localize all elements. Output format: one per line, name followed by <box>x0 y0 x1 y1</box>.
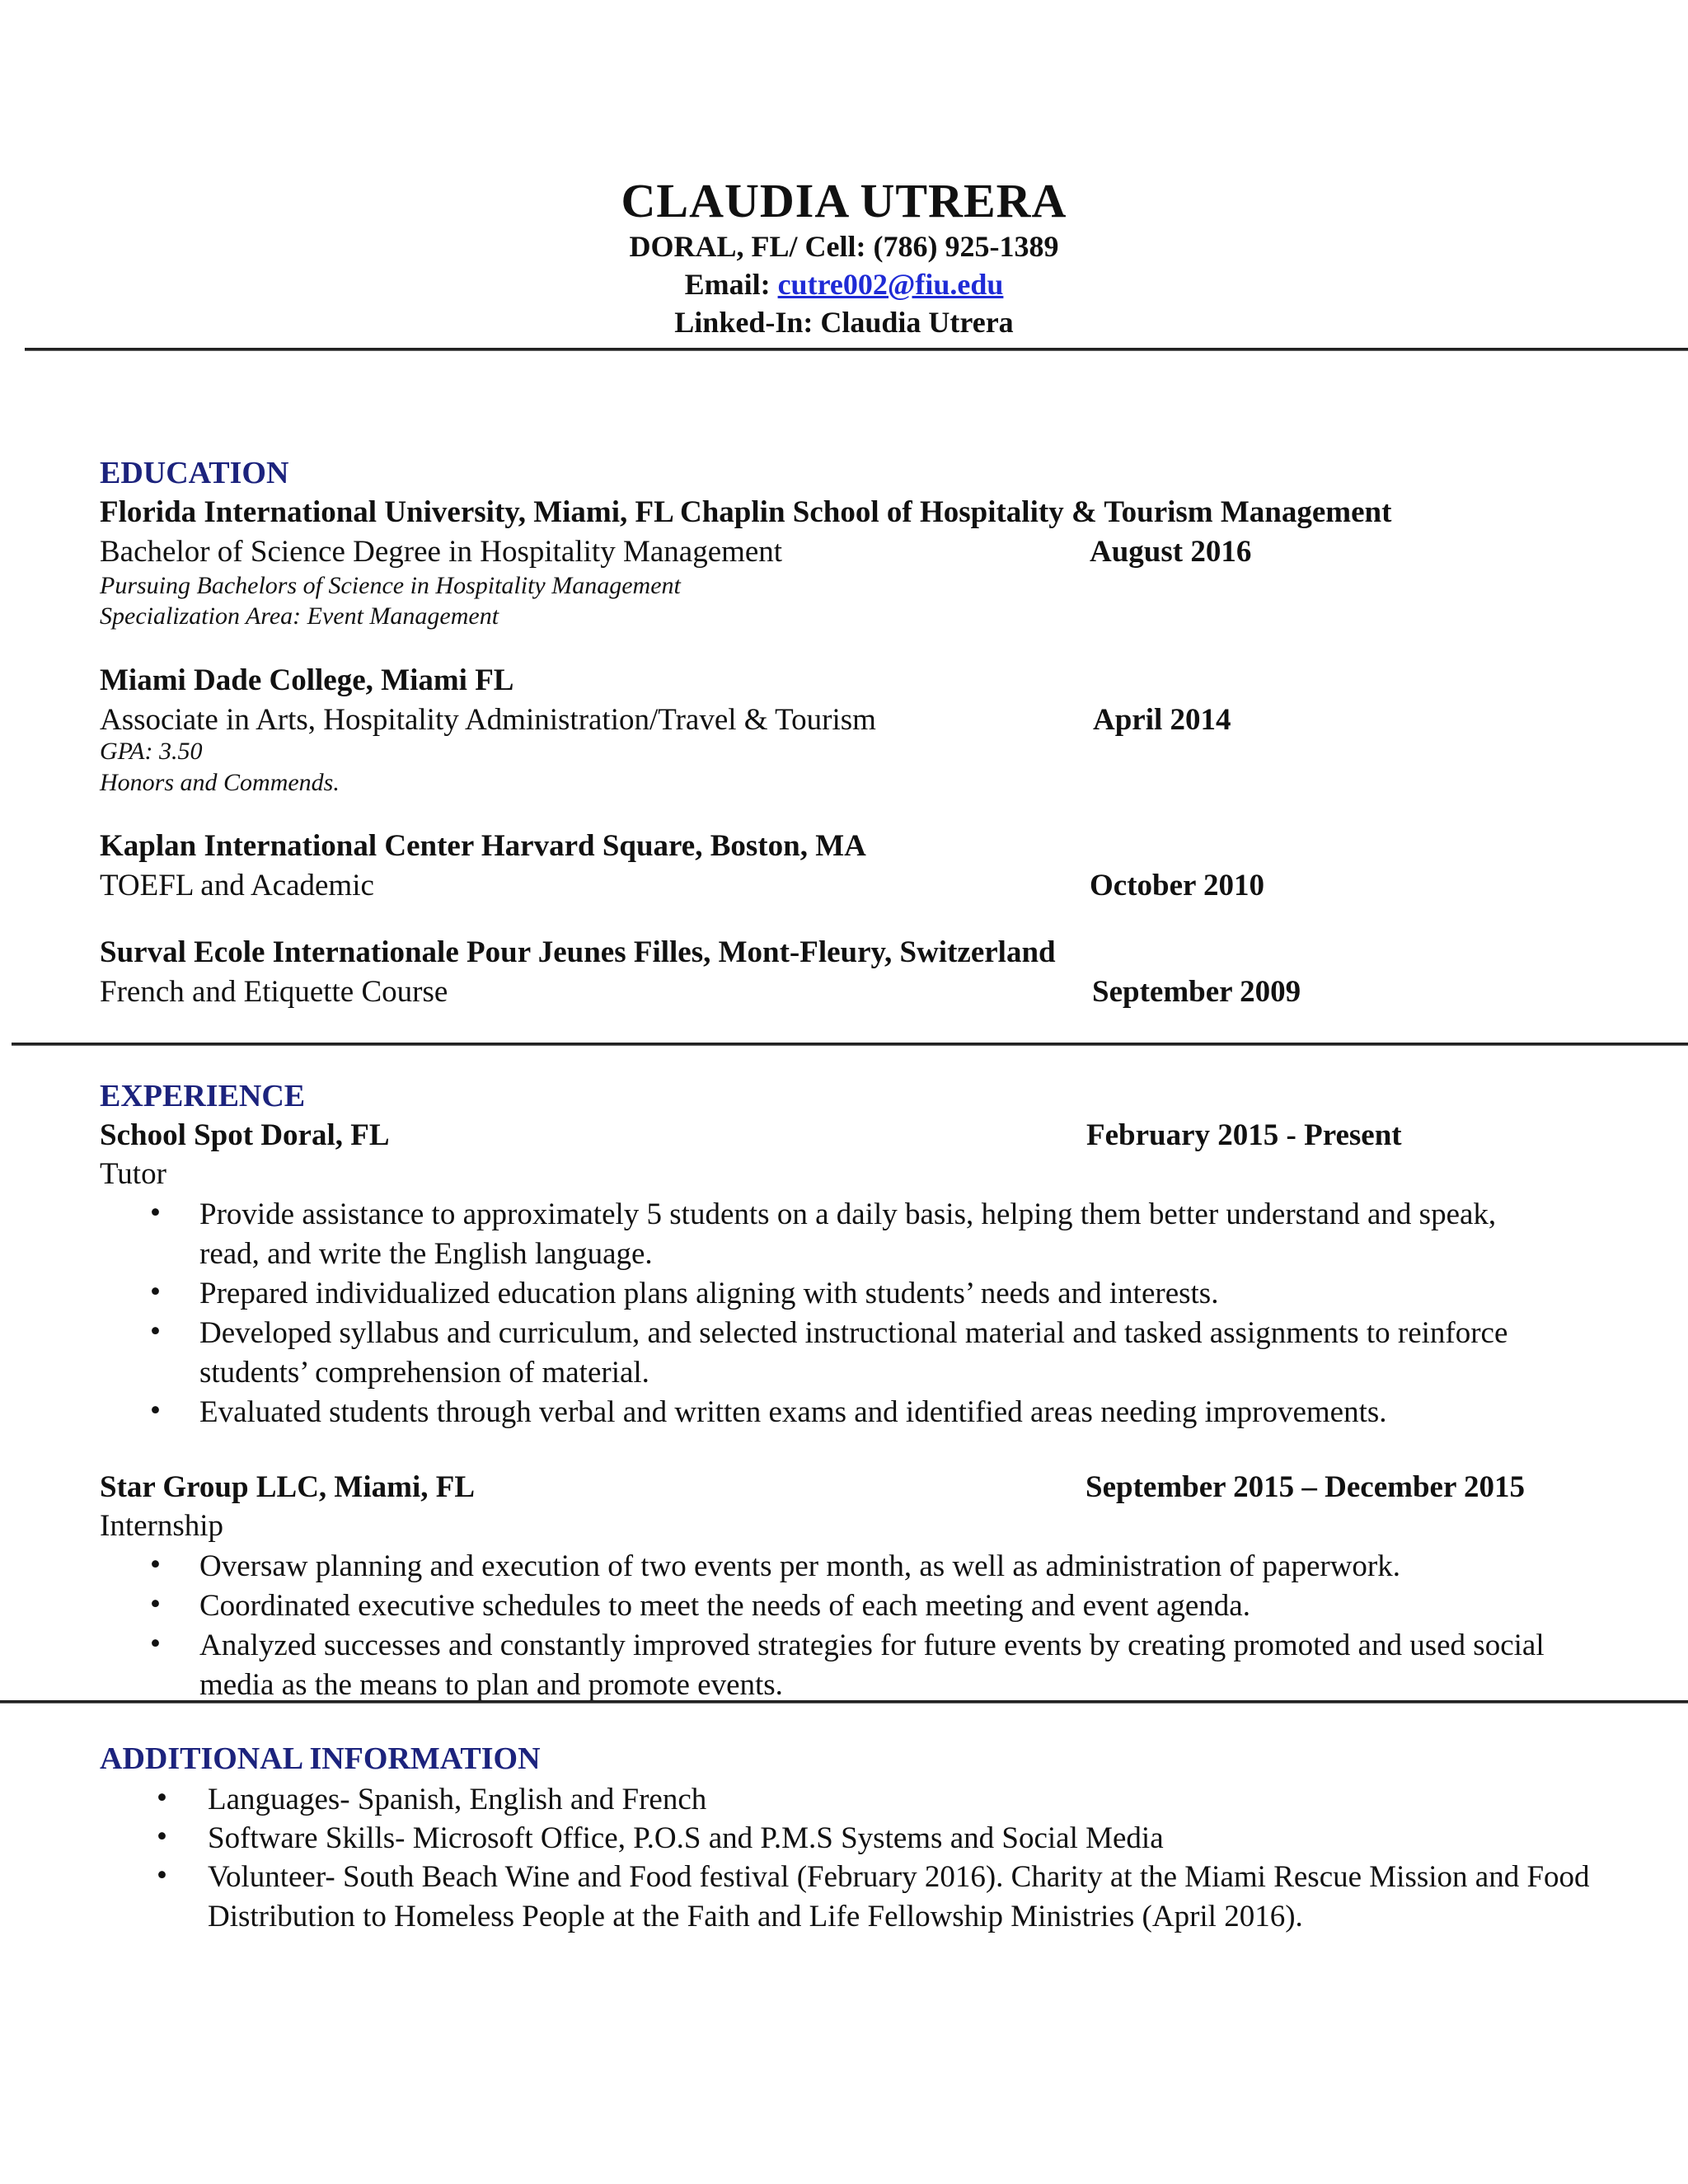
job-role: Internship <box>100 1509 224 1543</box>
education-date: September 2009 <box>1092 975 1301 1009</box>
bullet-icon: • <box>150 1196 161 1230</box>
address-phone: DORAL, FL/ Cell: (786) 925-1389 <box>629 230 1059 263</box>
job-date: September 2015 – December 2015 <box>1085 1470 1525 1504</box>
education-note: Specialization Area: Event Management <box>100 602 499 630</box>
email-link[interactable]: cutre002@fiu.edu <box>777 268 1004 301</box>
education-degree: French and Etiquette Course <box>100 975 448 1009</box>
bullet-icon: • <box>157 1781 167 1815</box>
education-org: Kaplan International Center Harvard Square, Boston, MA <box>100 829 866 863</box>
education-date: April 2014 <box>1093 703 1231 737</box>
bullet-icon: • <box>150 1627 161 1661</box>
job-date: February 2015 - Present <box>1086 1118 1402 1152</box>
education-date: October 2010 <box>1090 869 1265 902</box>
education-divider <box>12 1043 1688 1046</box>
job-org: School Spot Doral, FL <box>100 1118 390 1152</box>
job-org: Star Group LLC, Miami, FL <box>100 1470 476 1504</box>
bullet-icon: • <box>157 1820 167 1854</box>
experience-divider <box>0 1700 1688 1704</box>
bullet-icon: • <box>150 1394 161 1427</box>
bullet-icon: • <box>150 1315 161 1348</box>
job-role: Tutor <box>100 1157 166 1191</box>
header-divider <box>25 348 1688 351</box>
education-org: Miami Dade College, Miami FL <box>100 663 514 697</box>
experience-heading: EXPERIENCE <box>100 1079 306 1113</box>
education-degree: TOEFL and Academic <box>100 869 374 902</box>
education-heading: EDUCATION <box>100 456 289 490</box>
bullet-icon: • <box>150 1275 161 1309</box>
bullet-icon: • <box>150 1587 161 1621</box>
bullet-icon: • <box>157 1858 167 1892</box>
additional-heading: ADDITIONAL INFORMATION <box>100 1741 541 1776</box>
education-date: August 2016 <box>1090 535 1252 569</box>
linkedin-line: Linked-In: Claudia Utrera <box>674 306 1014 339</box>
education-degree: Associate in Arts, Hospitality Administration/Travel & Tourism <box>100 703 876 737</box>
education-org: Florida International University, Miami, FL Chaplin School of Hospitality & Tourism Management <box>100 495 1392 529</box>
email-label: Email: <box>684 268 771 301</box>
education-org: Surval Ecole Internationale Pour Jeunes Filles, Mont-Fleury, Switzerland <box>100 935 1056 969</box>
education-note: Pursuing Bachelors of Science in Hospitality Management <box>100 572 681 599</box>
education-degree: Bachelor of Science Degree in Hospitality Management <box>100 535 783 569</box>
bullet-icon: • <box>150 1548 161 1582</box>
education-note: GPA: 3.50 <box>100 738 203 765</box>
education-note: Honors and Commends. <box>100 769 340 796</box>
resume-name: CLAUDIA UTRERA <box>621 174 1067 227</box>
email-line <box>0 267 1688 302</box>
